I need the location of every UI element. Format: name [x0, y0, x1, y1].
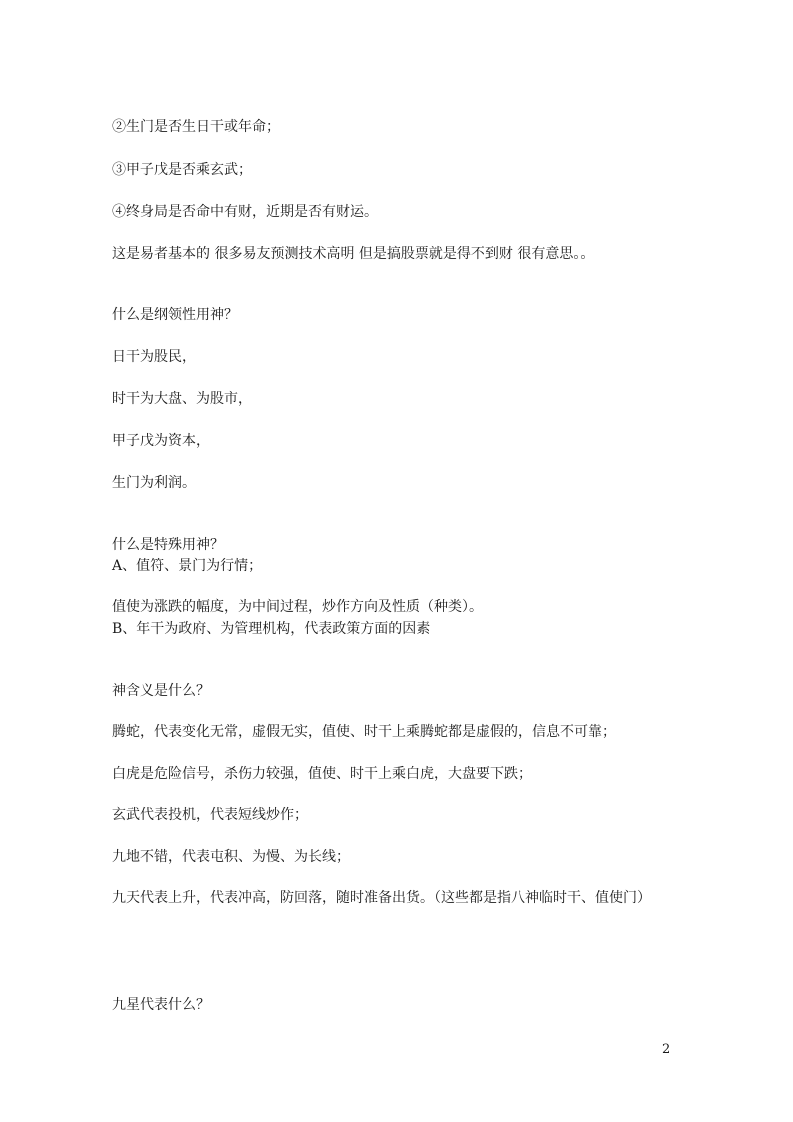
text-line: A、值符、景门为行情； [112, 558, 263, 574]
text-line: 玄武代表投机，代表短线炒作； [112, 807, 308, 823]
text-line: 时干为大盘、为股市， [112, 391, 252, 407]
text-line: 白虎是危险信号，杀伤力较强，值使、时干上乘白虎，大盘要下跌； [112, 766, 532, 782]
text-line: 日干为股民， [112, 349, 196, 365]
text-line: 甲子戊为资本， [112, 433, 210, 449]
text-line: ③甲子戊是否乘玄武； [112, 162, 252, 178]
section-heading: 神含义是什么？ [112, 683, 210, 699]
section-heading: 什么是纲领性用神？ [112, 307, 238, 323]
text-line: 生门为利润。 [112, 475, 196, 491]
text-line: 值使为涨跌的幅度，为中间过程，炒作方向及性质（种类）。 [112, 599, 483, 615]
section-heading: 什么是特殊用神？ [112, 537, 224, 553]
text-line: 九天代表上升，代表冲高，防回落，随时准备出货。（这些都是指八神临时干、值使门） [112, 890, 651, 906]
page-number: 2 [662, 1042, 671, 1057]
text-line: 九地不错，代表屯积、为慢、为长线； [112, 849, 350, 865]
text-line: 这是易者基本的 很多易友预测技术高明 但是搞股票就是得不到财 很有意思。。 [112, 246, 595, 262]
text-line: ②生门是否生日干或年命； [112, 119, 280, 135]
section-heading: 九星代表什么？ [112, 997, 210, 1013]
text-line: ④终身局是否命中有财，近期是否有财运。 [112, 204, 378, 220]
text-line: B、年干为政府、为管理机构，代表政策方面的因素 [112, 621, 431, 637]
text-line: 腾蛇，代表变化无常，虚假无实，值使、时干上乘腾蛇都是虚假的，信息不可靠； [112, 724, 616, 740]
